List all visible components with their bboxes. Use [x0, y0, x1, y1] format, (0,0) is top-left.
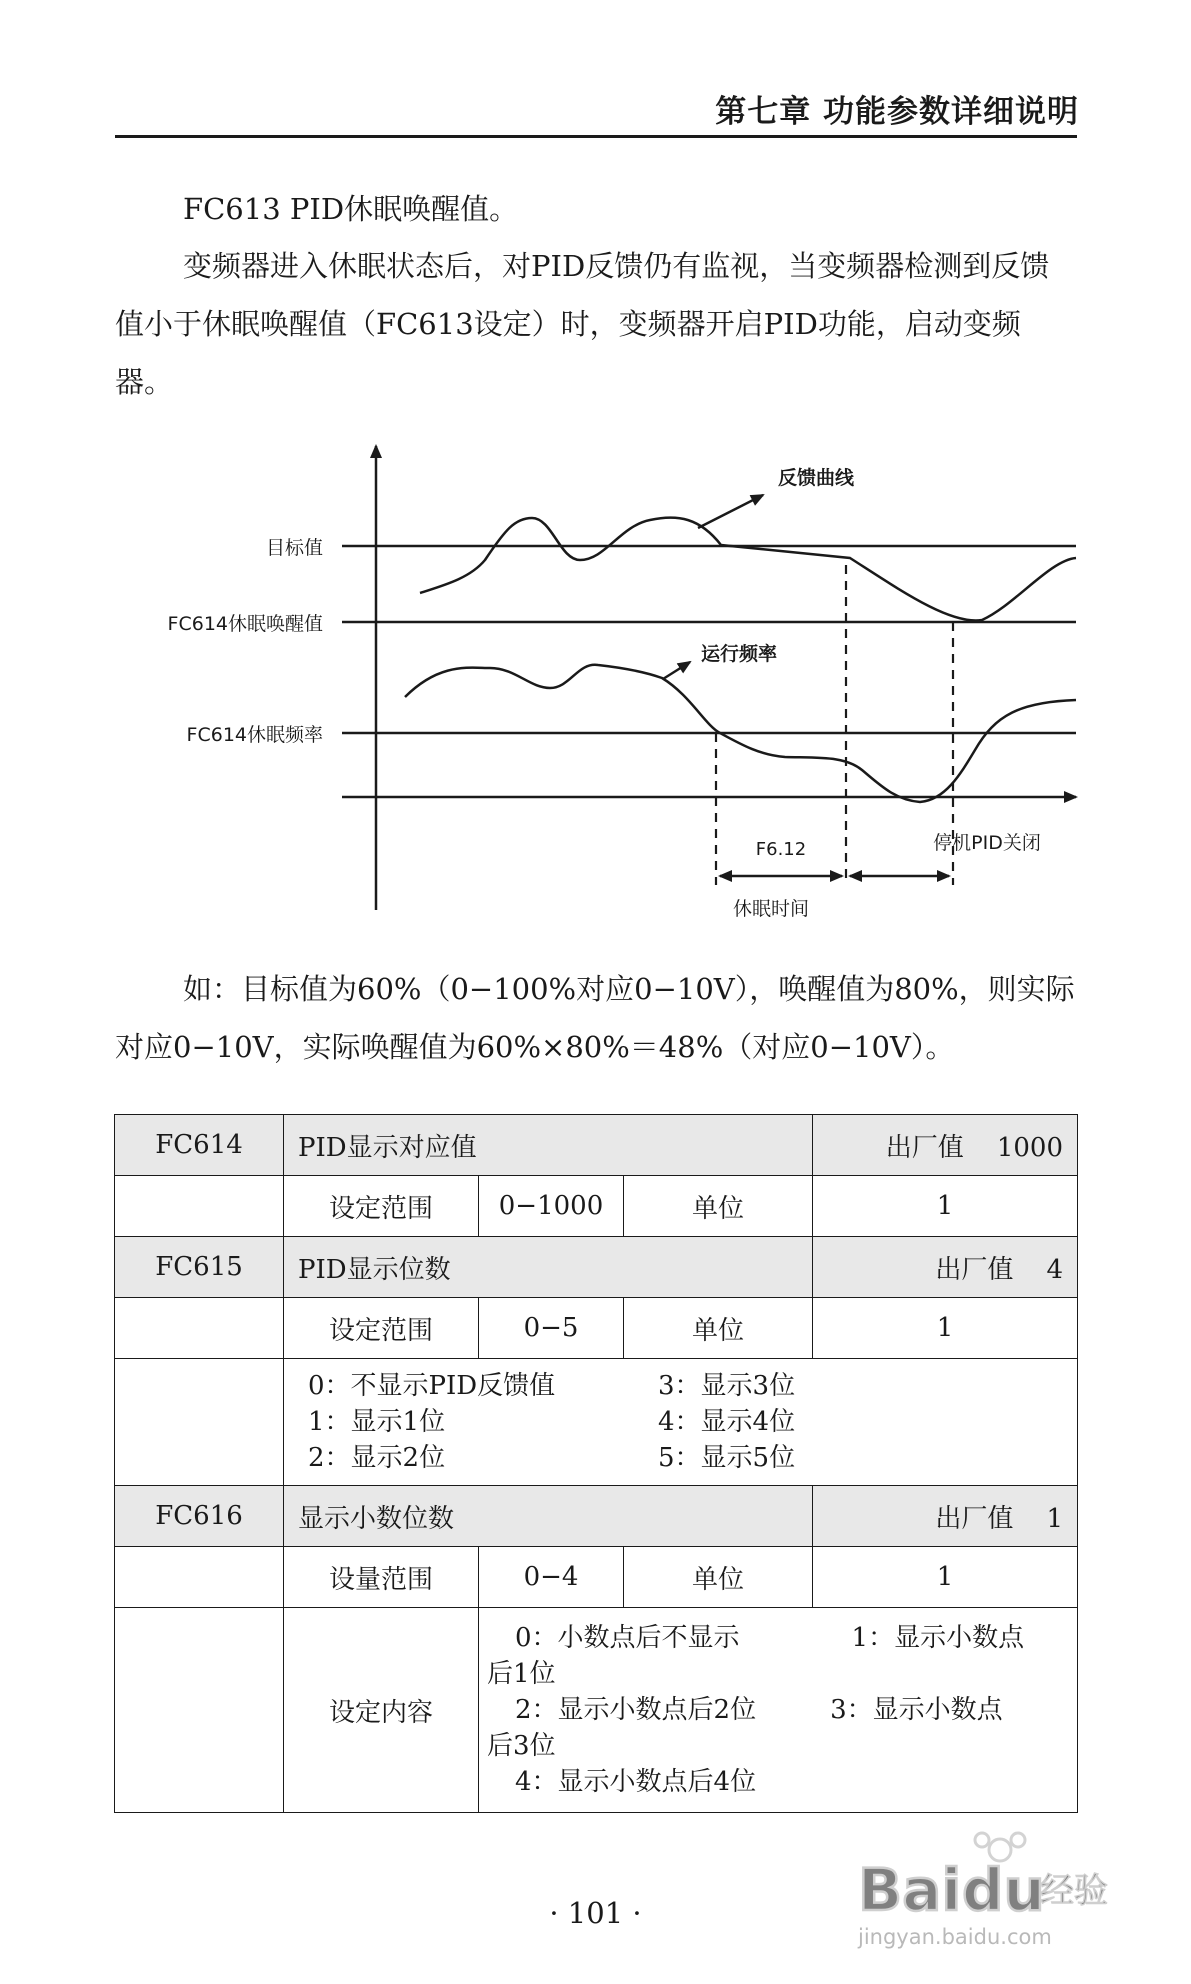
param-name: PID显示位数: [284, 1237, 813, 1298]
param-name: 显示小数位数: [284, 1486, 813, 1547]
range-value: 0−1000: [479, 1176, 624, 1237]
option-wrap: 后3位: [487, 1731, 556, 1761]
param-name: PID显示对应值: [284, 1115, 813, 1176]
table-row: [115, 1176, 1078, 1237]
option-item: 1：显示1位: [308, 1407, 446, 1437]
option-item: 4：显示小数点后4位: [515, 1767, 757, 1797]
feedback-curve: [420, 518, 1076, 621]
intro-paragraph-text: 变频器进入休眠状态后，对PID反馈仍有监视，当变频器检测到反馈值小于休眠唤醒值（FC613设定）时，变频器开启PID功能，启动变频器。: [115, 249, 1050, 399]
table-row: [115, 1237, 1078, 1298]
option-item: 0：不显示PID反馈值: [308, 1371, 556, 1401]
factory-value: 出厂值 1: [813, 1486, 1078, 1547]
feedback-pointer: [698, 495, 763, 528]
option-item: 2：显示小数点后2位: [515, 1695, 757, 1725]
unit-value: 1: [813, 1547, 1078, 1608]
option-line: [487, 1692, 1063, 1728]
option-item: 3：显示小数点: [830, 1695, 1003, 1725]
range-label: 设量范围: [284, 1547, 479, 1608]
label-stop-pid: 停机PID关闭: [933, 832, 1041, 854]
label-f612: F6.12: [755, 839, 807, 860]
parameter-table: [114, 1114, 1078, 1813]
option-item: 1：显示小数点: [851, 1623, 1025, 1653]
range-label: 设定范围: [284, 1298, 479, 1359]
baidu-watermark-logo: [850, 1822, 1120, 1942]
unit-label: 单位: [624, 1547, 813, 1608]
option-item: 4：显示4位: [658, 1407, 796, 1437]
label-run-freq: 运行频率: [701, 643, 778, 665]
option-item: 5：显示5位: [658, 1443, 796, 1473]
label-target: 目标值: [265, 537, 323, 559]
decimal-options: [479, 1608, 1078, 1813]
param-title-text: FC613 PID休眠唤醒值。: [183, 192, 519, 226]
svg-text:Bai: Bai: [858, 1856, 962, 1924]
content-label: 设定内容: [284, 1608, 479, 1813]
watermark-url: jingyan.baidu.com: [858, 1925, 1052, 1949]
empty-cell: [115, 1298, 284, 1359]
empty-cell: [115, 1176, 284, 1237]
empty-cell: [115, 1547, 284, 1608]
unit-label: 单位: [624, 1176, 813, 1237]
page-number: · 101 ·: [549, 1896, 642, 1930]
option-list: [284, 1359, 1078, 1486]
svg-text:du: du: [962, 1856, 1045, 1924]
label-wake: FC614休眠唤醒值: [167, 613, 323, 635]
example-paragraph-text: 如：目标值为60%（0−100%对应0−10V），唤醒值为80%，则实际对应0−10V，实际唤醒值为60%×80%＝48%（对应0−10V）。: [115, 972, 1075, 1064]
factory-value: 出厂值 4: [813, 1237, 1078, 1298]
table-row: [115, 1359, 1078, 1486]
unit-value: 1: [813, 1298, 1078, 1359]
table-row: [115, 1608, 1078, 1813]
range-value: 0−5: [479, 1298, 624, 1359]
table-row: [115, 1486, 1078, 1547]
table-row: [115, 1298, 1078, 1359]
param-code: FC614: [115, 1115, 284, 1176]
range-label: 设定范围: [284, 1176, 479, 1237]
label-feedback-curve: 反馈曲线: [778, 467, 855, 489]
empty-cell: [115, 1359, 284, 1486]
unit-value: 1: [813, 1176, 1078, 1237]
table-row: [115, 1547, 1078, 1608]
option-line: [487, 1620, 1063, 1656]
pid-sleep-figure: [0, 0, 1191, 960]
empty-cell: [115, 1608, 284, 1813]
svg-text:经验: 经验: [1040, 1871, 1108, 1911]
option-item: 2：显示2位: [308, 1443, 446, 1473]
param-code: FC615: [115, 1237, 284, 1298]
option-item: 0：小数点后不显示: [515, 1623, 740, 1653]
factory-value: 出厂值 1000: [813, 1115, 1078, 1176]
label-sleep-time: 休眠时间: [732, 898, 810, 920]
param-code: FC616: [115, 1486, 284, 1547]
table-row: [115, 1115, 1078, 1176]
range-value: 0−4: [479, 1547, 624, 1608]
option-item: 3：显示3位: [658, 1371, 796, 1401]
unit-label: 单位: [624, 1298, 813, 1359]
label-sleep-freq: FC614休眠频率: [186, 724, 323, 746]
option-wrap: 后1位: [487, 1659, 556, 1689]
run-freq-pointer: [663, 662, 690, 679]
example-paragraph: [115, 960, 1077, 1076]
chapter-title: 第七章 功能参数详细说明: [715, 94, 1079, 130]
